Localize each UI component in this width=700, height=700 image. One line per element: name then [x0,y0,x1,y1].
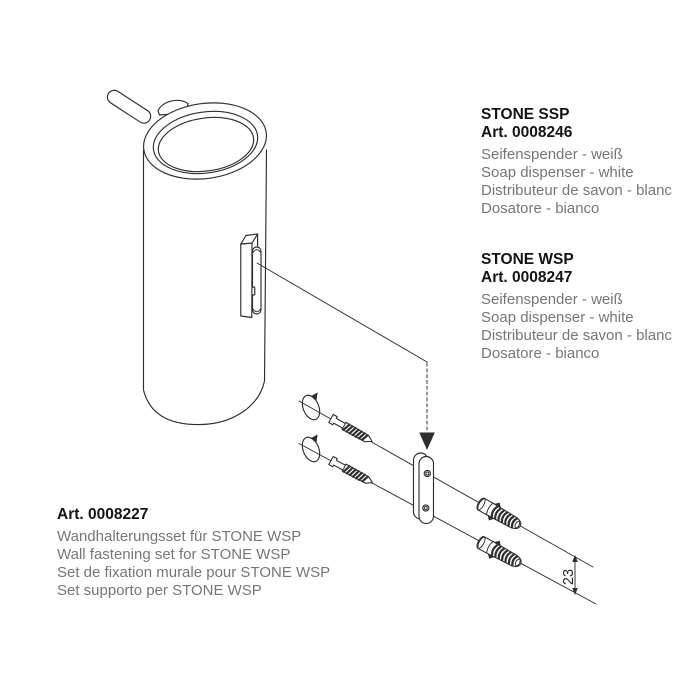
fastening-set-description-it: Set supporto per STONE WSP [57,582,262,599]
leader-line [257,263,427,362]
product-name: STONE SSP [481,106,570,123]
product-description-it: Dosatore - bianco [481,345,600,362]
fastening-set-article: Art. 0008227 [57,506,149,523]
product-description-de: Seifenspender - weiß [481,291,623,308]
mounting-plate [414,453,434,524]
wall-anchor [473,532,525,573]
fastening-set-description-en: Wall fastening set for STONE WSP [57,546,291,563]
bracket-rail-front [241,243,252,317]
dispenser-spout [105,88,154,126]
product-description-fr: Distributeur de savon - blanc [481,182,672,199]
dimension-label: 23 [561,568,577,586]
plate-hole-top [424,470,430,476]
fixing-screw [329,414,374,445]
plate-hole-bottom [423,505,429,511]
wall-bracket [241,234,261,318]
bracket-plate [253,247,262,314]
product-description-fr: Distributeur de savon - blanc [481,327,672,344]
product-description-en: Soap dispenser - white [481,309,634,326]
product-description-de: Seifenspender - weiß [481,146,623,163]
product-description-en: Soap dispenser - white [481,164,634,181]
wall-anchor [473,494,525,536]
fixing-screw [329,456,375,487]
rotation-arrow-icon [299,434,323,464]
product-article: Art. 0008247 [481,269,573,286]
product-info-stone-ssp [481,106,672,218]
product-name: STONE WSP [481,251,574,268]
arrowhead-icon [419,433,435,451]
dimension [561,555,578,595]
fastening-set-description-de: Wandhalterungsset für STONE WSP [57,528,302,545]
mounting-plate-front [419,457,434,524]
fastening-set-info [57,506,330,600]
product-info-stone-wsp [481,251,672,363]
fastening-set-description-fr: Set de fixation murale pour STONE WSP [57,564,331,581]
product-description-it: Dosatore - bianco [481,200,600,217]
product-article: Art. 0008246 [481,124,573,141]
